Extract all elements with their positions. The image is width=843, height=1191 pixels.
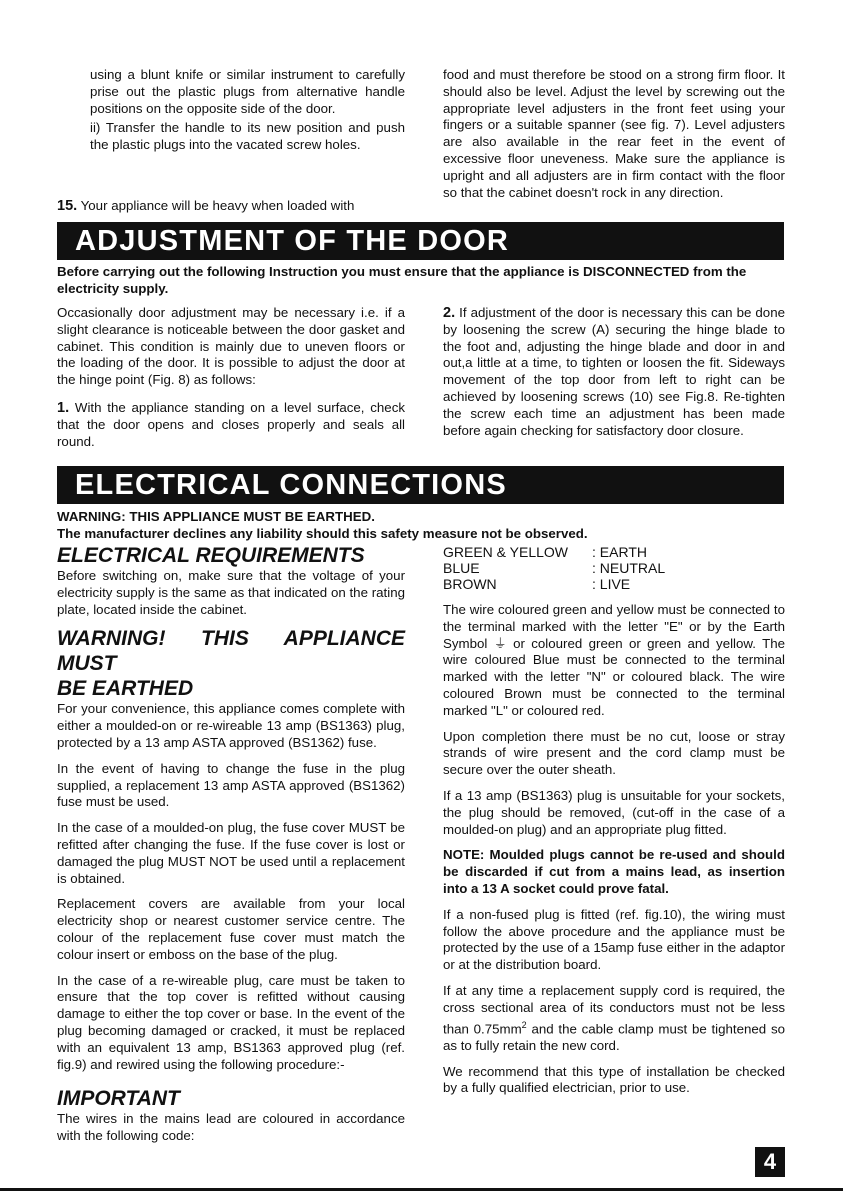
door-item-1-number: 1.	[57, 399, 70, 416]
item-15	[57, 198, 405, 215]
door-right-column	[443, 305, 785, 439]
door-left-column	[57, 305, 405, 450]
electrical-requirements-text: Before switching on, make sure that the voltage of your electricity supply is the same as that indicated on the rating plate, located inside the cabinet.	[57, 568, 405, 617]
wire-colour-neutral: BLUE	[443, 560, 480, 576]
replacement-covers-paragraph: Replacement covers are available from your local electricity shop or nearest customer service centre. The colour of the replacement fuse cover must match the colour insert or emboss on the base of the plug.	[57, 896, 405, 962]
moulded-plug-note: NOTE: Moulded plugs cannot be re-used and should be discarded if cut from a mains lead, as insertion into a 13 A socket could prove fatal.	[443, 847, 785, 896]
door-disconnect-warning: Before carrying out the following Instruction you must ensure that the appliance is DISCONNECTED from the electricity supply.	[57, 264, 747, 296]
wiring-instructions-paragraph: The wire coloured green and yellow must be connected to the terminal marked with the letter "E" or by the Earth Symbol ⏚ or coloured green or green and yellow. The wire coloured Blue must be connected to the terminal marked with the letter "N" or coloured black. The wire coloured Brown must be connected to the terminal marked "L" or coloured red.	[443, 602, 785, 718]
important-heading: IMPORTANT	[57, 1087, 180, 1111]
completion-check-paragraph: Upon completion there must be no cut, loose or stray strands of wire present and the cord clamp must be secure over the outer sheath.	[443, 728, 785, 778]
electrical-right-column	[443, 544, 785, 1097]
wire-meaning-earth: : EARTH	[592, 544, 647, 560]
rewireable-plug-paragraph: In the case of a re-wireable plug, care must be taken to ensure that the top cover is refitted without causing damage to either the top cover or base. In the event of the plug becoming damaged or cracked, it must be replaced with an equivalent 13 amp, BS1363 approved plug (ref. fig.9) and rewired using the following procedure:-	[57, 972, 405, 1072]
door-section-heading: ADJUSTMENT OF THE DOOR	[57, 222, 784, 260]
door-intro-paragraph: Occasionally door adjustment may be necessary i.e. if a slight clearance is noticeable between the door gasket and cabinet. This condition is mainly due to uneven floors or the loading of the door. It is possible to adjust the door at the hinge point (Fig. 8) as follows:	[57, 305, 405, 388]
must-be-earthed-heading-line2: BE EARTHED	[57, 677, 194, 701]
door-item-1-text: With the appliance standing on a level surface, check that the door opens and closes properly and seals all round.	[57, 399, 405, 449]
electrical-requirements-heading: ELECTRICAL REQUIREMENTS	[57, 544, 365, 567]
item-15-text: Your appliance will be heavy when loaded with	[80, 198, 355, 213]
door-item-2-text: If adjustment of the door is necessary this can be done by loosening the screw (A) securing the hinge blade to the foot and, adjusting the hinge blade and door in and out,a little at a time, to tighten or loosen the fit. Sideways movement of the top door from left to right can be achieved by loosening screws (10) see Fig.8. Re-tighten the screw each time an adjustment has been made before again checking for satisfactory door closure.	[443, 305, 785, 438]
wire-colour-earth: GREEN & YELLOW	[443, 544, 569, 560]
wire-meaning-neutral: : NEUTRAL	[592, 560, 666, 576]
door-item-2-number: 2.	[443, 305, 456, 321]
plug-fuse-paragraph: For your convenience, this appliance comes complete with either a moulded-on or re-wireable 13 amp (BS1363) plug, protected by a 13 amp ASTA approved (BS1362) fuse.	[57, 701, 405, 750]
item-15-number: 15.	[57, 198, 78, 214]
earthed-warning: WARNING: THIS APPLIANCE MUST BE EARTHED.	[57, 509, 375, 524]
replacement-cord-paragraph: If at any time a replacement supply cord is required, the cross sectional area of its conductors must not be less than $0.75mm^2$ and the cable clamp must be tightened so as to fully retain the new cord.	[443, 982, 786, 1053]
wire-colour-code	[443, 544, 785, 592]
wire-code-intro: The wires in the mains lead are coloured in accordance with the following code:	[57, 1111, 405, 1144]
liability-warning: The manufacturer declines any liability should this safety measure not be observed.	[57, 526, 588, 541]
earth-symbol-icon: ⏚	[493, 635, 507, 651]
top-right-column	[443, 67, 785, 201]
wire-colour-live: BROWN	[443, 576, 497, 592]
top-left-paragraph-2: ii) Transfer the handle to its new position and push the plastic plugs into the vacated screw holes.	[90, 120, 405, 153]
must-be-earthed-heading-line1: WARNING! THIS APPLIANCE MUST	[57, 627, 405, 676]
fuse-change-paragraph: In the event of having to change the fuse in the plug supplied, a replacement 13 amp ASTA approved (BS1362) fuse must be used.	[57, 760, 405, 810]
non-fused-plug-paragraph: If a non-fused plug is fitted (ref. fig.10), the wiring must follow the above procedure and the appliance must be protected by the use of a 15amp fuse either in the adaptor or at the distribution board.	[443, 906, 785, 973]
electrical-left-column	[57, 543, 405, 1145]
unsuitable-plug-paragraph: If a 13 amp (BS1363) plug is unsuitable for your sockets, the plug should be removed, (cut-off in the case of a moulded-on plug) and an appropriate plug fitted.	[443, 787, 785, 837]
top-right-paragraph-1: food and must therefore be stood on a strong firm floor. It should also be level. Adjust the level by screwing out the appropriate level adjusters in the front feet using your fingers or a suitable spanner (see fig. 7). Level adjusters are also available in the rear feet in the event of excessive floor uneveness. Make sure the appliance is upright and all adjusters are in firm contact with the floor so that the cabinet doesn't rock in any direction.	[443, 67, 785, 200]
wire-meaning-live: : LIVE	[592, 576, 631, 592]
top-left-paragraph-1: using a blunt knife or similar instrument to carefully prise out the plastic plugs from alternative handle positions on the opposite side of the door.	[90, 67, 405, 116]
top-left-column	[90, 67, 405, 154]
page-number: 4	[755, 1147, 785, 1177]
electrician-recommendation-paragraph: We recommend that this type of installation be checked by a fully qualified electrician, prior to use.	[443, 1063, 785, 1096]
electrical-section-heading: ELECTRICAL CONNECTIONS	[57, 466, 784, 504]
fuse-cover-paragraph: In the case of a moulded-on plug, the fuse cover MUST be refitted after changing the fuse. If the fuse cover is lost or damaged the plug MUST NOT be used until a replacement is obtained.	[57, 820, 405, 886]
